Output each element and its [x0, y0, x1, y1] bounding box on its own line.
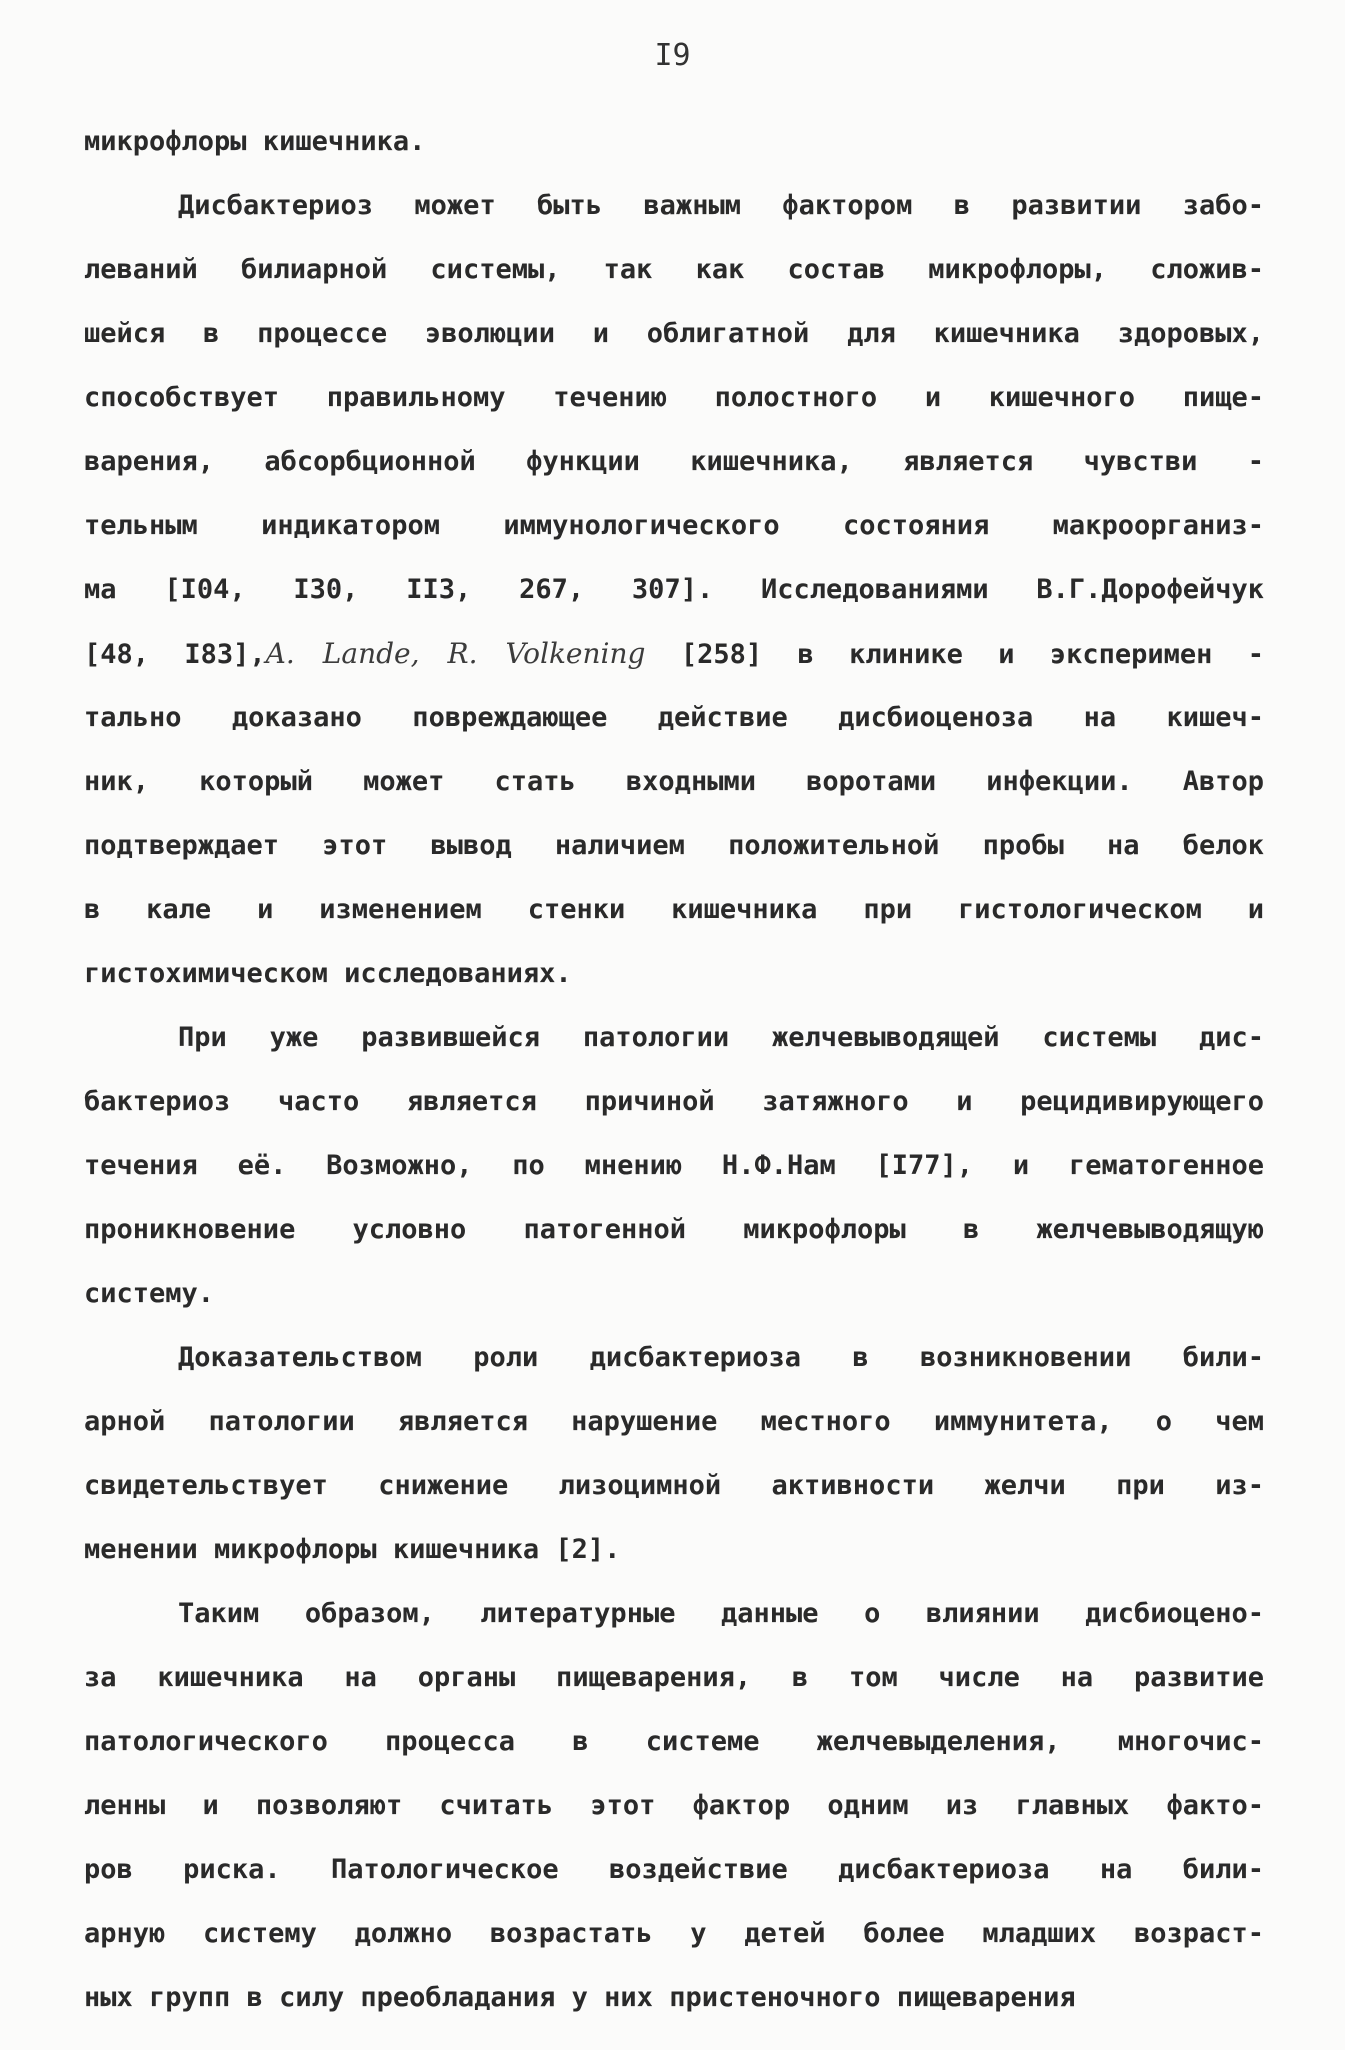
text-line: ма [I04, I30, II3, 267, 307]. Исследованиями В.Г.Дорофейчук	[84, 574, 1264, 605]
text-line	[84, 622, 1264, 686]
text-line: арной патологии является нарушение местного иммунитета, о чем	[84, 1406, 1264, 1437]
text-line: тально доказано повреждающее действие дисбиоценоза на кишеч-	[84, 702, 1264, 733]
text-line: ник, который может стать входными воротами инфекции. Автор	[84, 766, 1264, 797]
text-line: течения её. Возможно, по мнению Н.Ф.Нам [I77], и гематогенное	[84, 1150, 1264, 1181]
text-line: бактериоз часто является причиной затяжного и рецидивирующего	[84, 1086, 1264, 1117]
text-line: Таким образом, литературные данные о влиянии дисбиоцено-	[178, 1598, 1264, 1629]
text-line: тельным индикатором иммунологического состояния макроорганиз-	[84, 510, 1264, 541]
paragraph	[84, 174, 1264, 1006]
text-line: При уже развившейся патологии желчевыводящей системы дис-	[178, 1022, 1264, 1053]
text-line: менении микрофлоры кишечника [2].	[84, 1534, 621, 1565]
text-line: подтверждает этот вывод наличием положительной пробы на белок	[84, 830, 1264, 861]
text-line: ленны и позволяют считать этот фактор одним из главных факто-	[84, 1790, 1264, 1821]
text-line: ных групп в силу преобладания у них пристеночного пищеварения	[84, 1982, 1076, 2013]
text-line: в кале и изменением стенки кишечника при гистологическом и	[84, 894, 1264, 925]
page-number: I9	[654, 38, 691, 73]
text-line: проникновение условно патогенной микрофлоры в желчевыводящую	[84, 1214, 1264, 1245]
text-line: варения, абсорбционной функции кишечника, является чувстви -	[84, 446, 1264, 477]
text-line: шейся в процессе эволюции и облигатной для кишечника здоровых,	[84, 318, 1264, 349]
text-line: систему.	[84, 1278, 215, 1309]
paragraph	[84, 110, 1264, 174]
text-line: Дисбактериоз может быть важным фактором в развитии забо-	[178, 190, 1264, 221]
body-text	[84, 110, 1264, 2030]
paragraph	[84, 1582, 1264, 2030]
text-line: способствует правильному течению полостного и кишечного пище-	[84, 382, 1264, 413]
paragraph	[84, 1326, 1264, 1582]
text-line: свидетельствует снижение лизоцимной активности желчи при из-	[84, 1470, 1264, 1501]
text-line: Доказательством роли дисбактериоза в возникновении били-	[178, 1342, 1264, 1373]
text-line: за кишечника на органы пищеварения, в том числе на развитие	[84, 1662, 1264, 1693]
citation-text: [48, I83],	[84, 639, 266, 670]
text-line: арную систему должно возрастать у детей более младших возраст-	[84, 1918, 1264, 1949]
text-line: гистохимическом исследованиях.	[84, 958, 572, 989]
text-line: ров риска. Патологическое воздействие дисбактериоза на били-	[84, 1854, 1264, 1885]
text-line: микрофлоры кишечника.	[84, 126, 426, 157]
paragraph	[84, 1006, 1264, 1326]
line-continuation: [258] в клинике и эксперимен -	[645, 639, 1264, 670]
text-line: патологического процесса в системе желчевыделения, многочис-	[84, 1726, 1264, 1757]
handwritten-author-names: A. Lande, R. Volkening	[265, 637, 646, 670]
text-line: леваний билиарной системы, так как состав микрофлоры, сложив-	[84, 254, 1264, 285]
